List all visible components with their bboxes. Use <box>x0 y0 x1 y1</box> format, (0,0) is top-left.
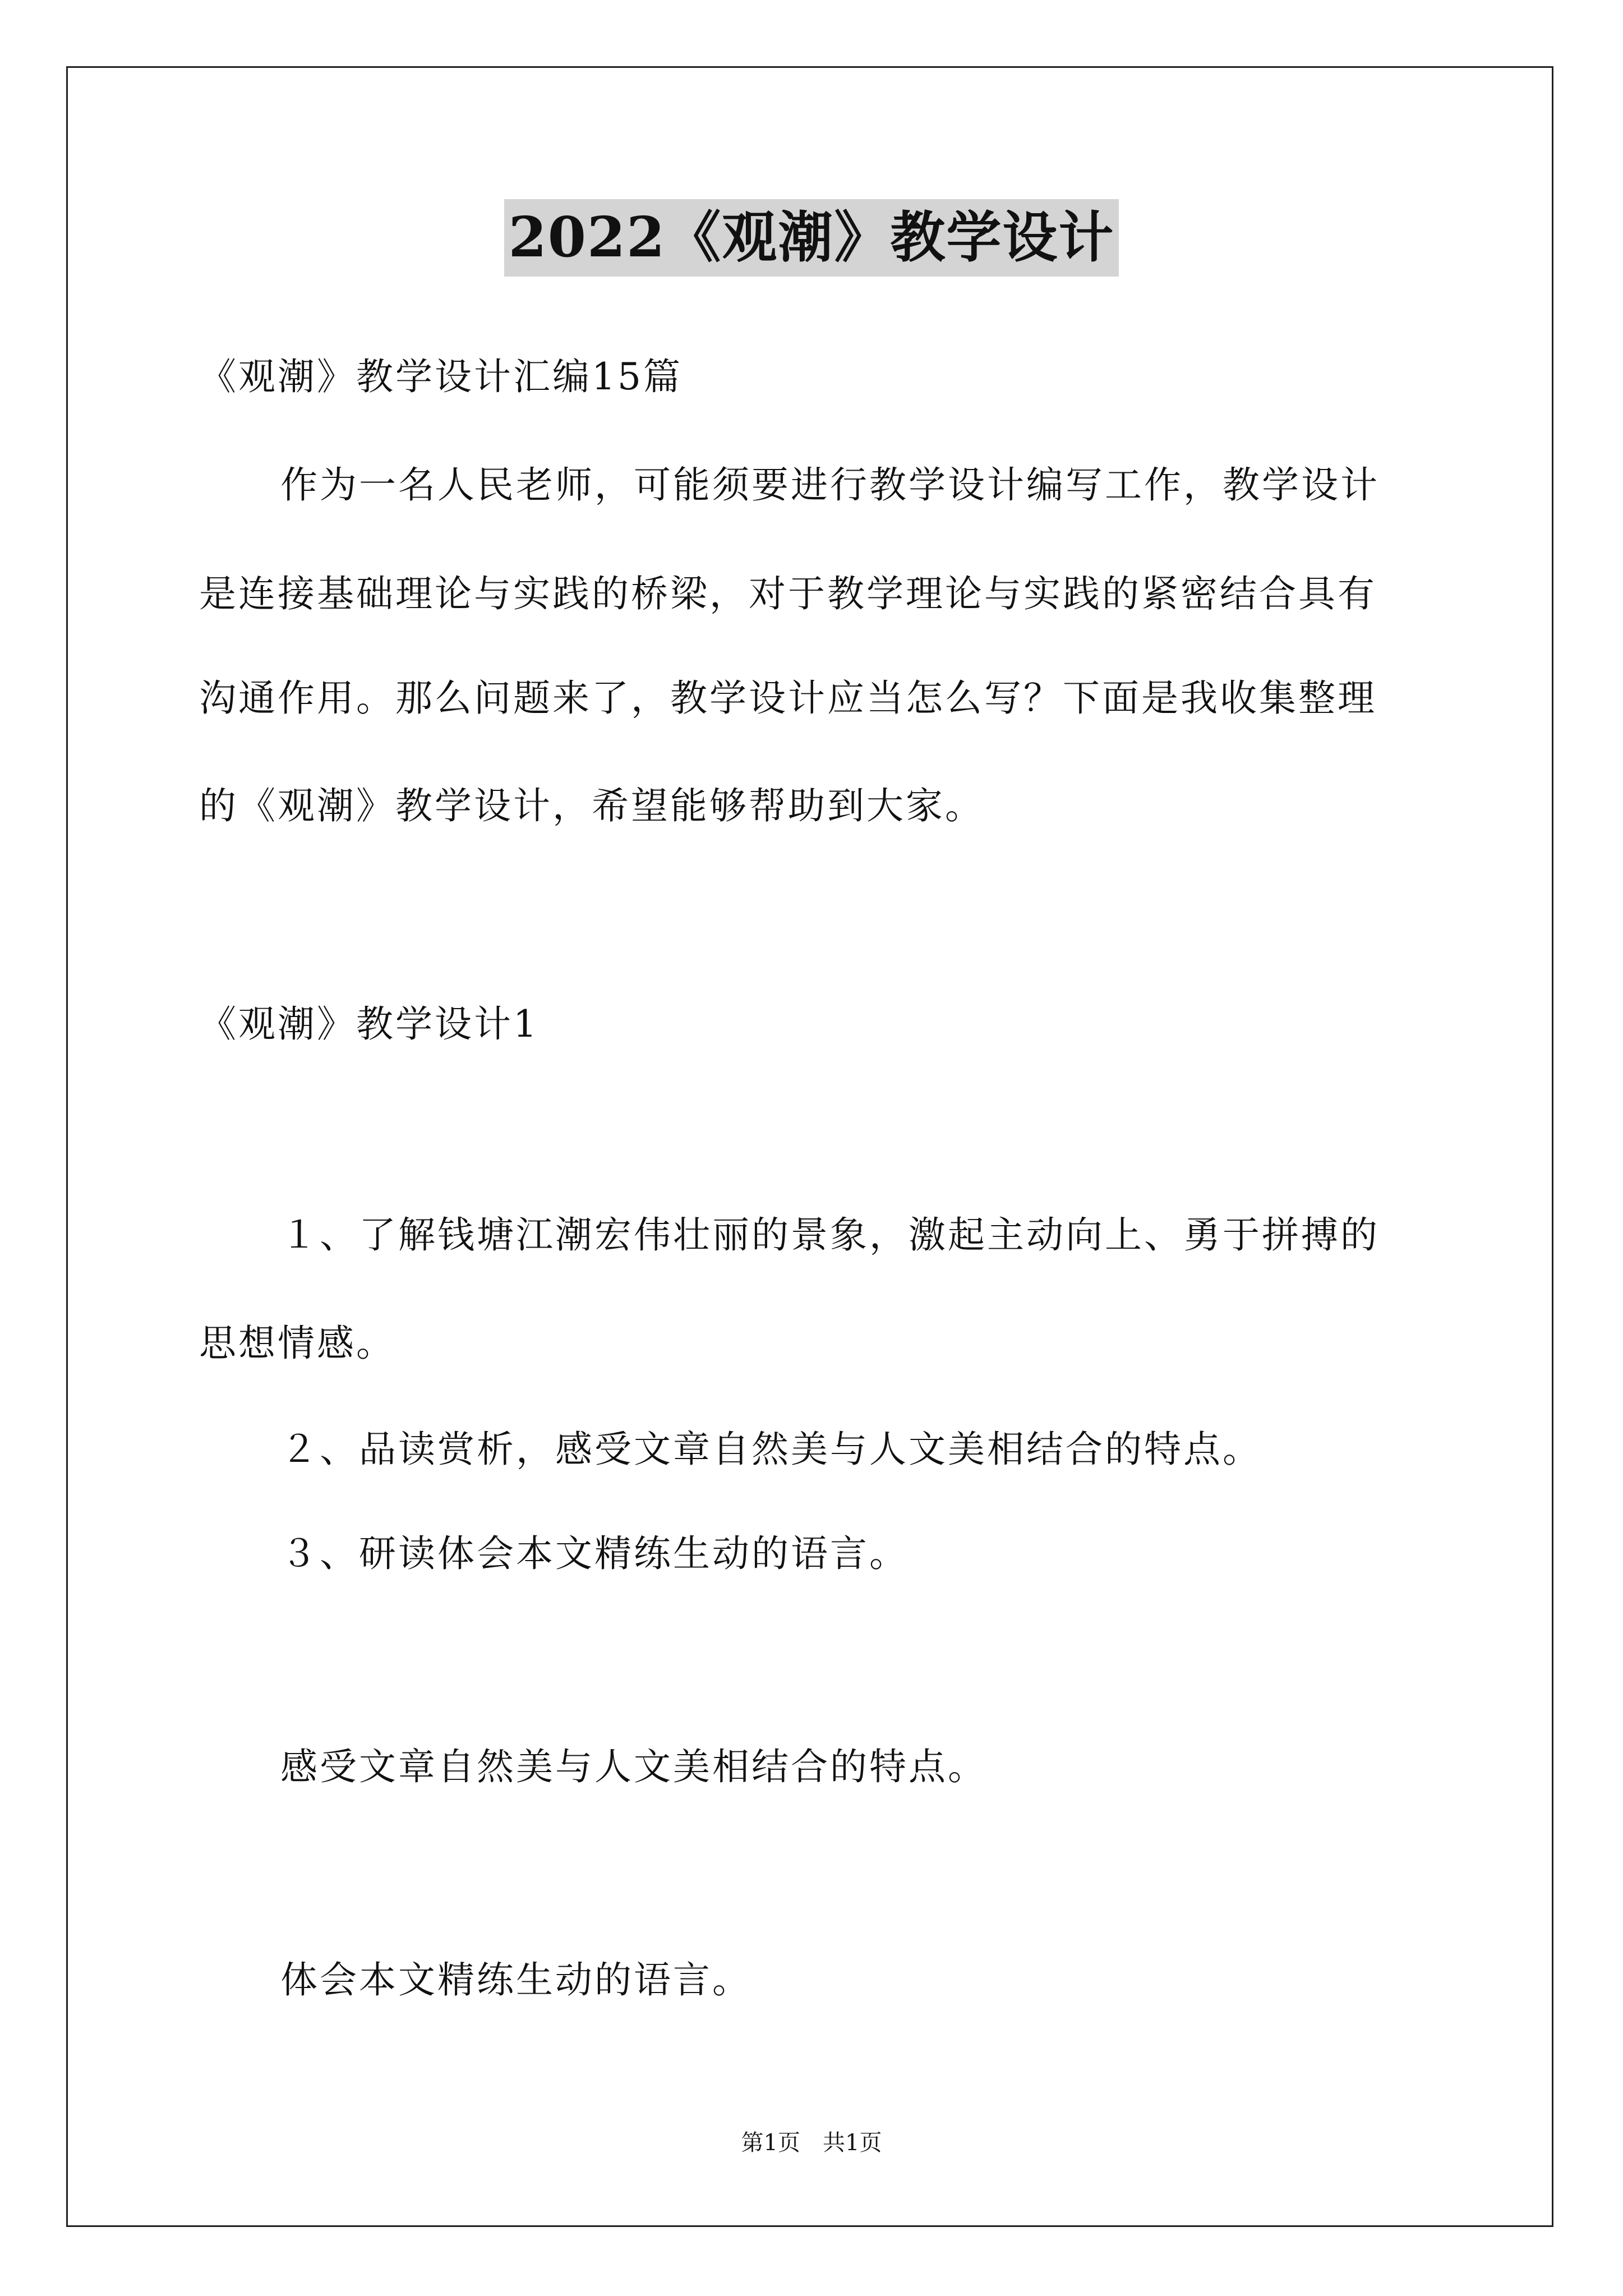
key-point-text: 感受文章自然美与人文美相结合的特点。 <box>280 1745 987 1788</box>
intro-line-1: 作为一名人民老师，可能须要进行教学设计编写工作，教学设计 <box>280 463 1380 507</box>
document-subtitle: 《观潮》教学设计汇编15篇 <box>199 355 683 398</box>
objective-line-1: １、了解钱塘江潮宏伟壮丽的景象，激起主动向上、勇于拼搏的 <box>280 1213 1380 1257</box>
objective-line-4: ３、研读体会本文精练生动的语言。 <box>280 1532 909 1575</box>
intro-line-3: 沟通作用。那么问题来了，教学设计应当怎么写？下面是我收集整理 <box>199 677 1377 720</box>
intro-line-2: 是连接基础理论与实践的桥梁，对于教学理论与实践的紧密结合具有 <box>199 572 1377 615</box>
objective-line-2: 思想情感。 <box>199 1322 395 1365</box>
section-heading: 《观潮》教学设计1 <box>199 1002 539 1046</box>
difficulty-text: 体会本文精练生动的语言。 <box>280 1958 751 2001</box>
title-container <box>0 199 1623 277</box>
objective-line-3: ２、品读赏析，感受文章自然美与人文美相结合的特点。 <box>280 1428 1262 1471</box>
intro-line-4: 的《观潮》教学设计，希望能够帮助到大家。 <box>199 784 984 827</box>
document-title: 2022《观潮》教学设计 <box>504 199 1119 277</box>
page-footer: 第1页 共1页 <box>741 2130 882 2156</box>
